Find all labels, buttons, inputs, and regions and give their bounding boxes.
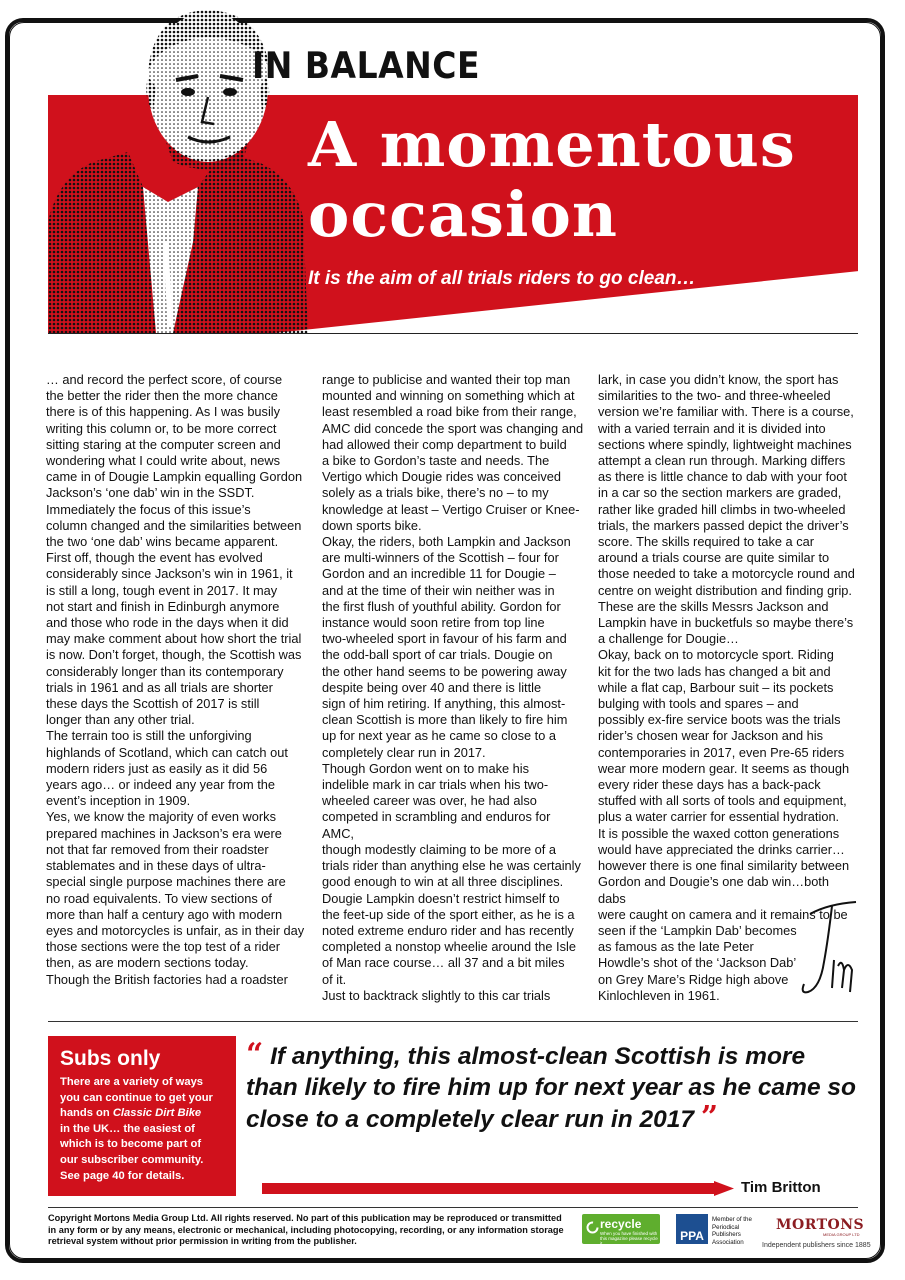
article-column-1: … and record the perfect score, of course the better the rider then the more chance there is of this happening. As I was busily writing this column or, to be more correct sitting staring at the computer screen and wondering what I could write about, news came in of Dougie Lampkin equalling Gordon Jackson’s ‘one dab’ win in the SSDT. Immediately the focus of this issue’s column changed and the similarities between the two ‘one dab’ wins became apparent. First off, though the event has evolved considerably since Jackson’s win in 1961, it is still a long, tough event in 2017. It may not start and finish in Edinburgh anymore and those who rode in the days when it did may make comment about how short the trial is now. Don’t forget, though, the Scottish was considerably longer than its contemporary trials in 1961 and as all trials are shorter these days the Scottish of 2017 is still longer than any other trial. The terrain too is still the unforgiving highlands of Scotland, which can catch out modern riders just as easily as it did 56 years ago… or indeed any year from the event’s inception in 1909. Yes, we know the majority of even works prepared machines in Jackson’s era were not that far removed from their roadster stablemates and in these days of ultra- special single purpose machines there are no road equivalents. To view sections of more than half a century ago with modern eyes and motorcycles is unfair, as in their day those sections were the top test of a rider then, as are modern sections today. Though the British factories had a roadster bbox=[46, 372, 305, 987]
recycle-label: recycle bbox=[600, 1217, 642, 1231]
signature-mark bbox=[798, 900, 860, 1000]
recycle-logo bbox=[582, 1214, 660, 1244]
subs-title: Subs only bbox=[60, 1047, 161, 1070]
headline-text: A momentous occasion bbox=[308, 108, 796, 251]
subs-body-pre: There are a variety of ways you can continue to get your hands on bbox=[60, 1076, 213, 1120]
mortons-tagline: Independent publishers since 1885 bbox=[762, 1242, 871, 1249]
ppa-logo: PPA bbox=[676, 1214, 708, 1244]
quote-open-mark: “ bbox=[246, 1037, 264, 1072]
section-divider bbox=[48, 1021, 858, 1022]
subs-magazine-title: Classic Dirt Bike bbox=[112, 1107, 202, 1120]
article-column-2: range to publicise and wanted their top man mounted and winning on something which at least resembled a road bike from their range, AMC did concede the sport was changing and had allowed their comp department to build a bike to Gordon’s taste and needs. The Vertigo which Dougie rides was conceived solely as a trials bike, there’s no – to my knowledge at least – Vertigo Cruiser or Knee- down sports bike. Okay, the riders, both Lampkin and Jackson are multi-winners of the Scottish – four for Gordon and an incredible 11 for Dougie – and at the time of their win neither was in the first flush of youthful ability. Gordon for instance would soon retire from top line two-wheeled sport in favour of his farm and the odd-ball sport of car trials. Dougie on the other hand seems to be powering away despite being over 40 and there is little sign of him retiring. If anything, this almost- clean Scottish is more than likely to fire him up for next year as he came so close to a completely clear run in 2017. Though Gordon went on to make his indelible mark in car trials when his two- wheeled career was over, he had also competed in scrambling and enduros for AMC, though modestly claiming to be more of a trials rider than anything else he was certainly good enough to win at all three disciplines. Dougie Lampkin doesn’t restrict himself to the feet-up side of the sport either, as he is a noted extreme enduro rider and has recently completed a nonstop wheelie around the Isle of Man race course… all 37 and a bit miles of it. Just to backtrack slightly to this car trials bbox=[322, 372, 584, 1003]
standfirst: It is the aim of all trials riders to go clean… bbox=[308, 268, 696, 289]
pull-quote bbox=[246, 1037, 856, 1136]
header-divider bbox=[48, 333, 858, 334]
mortons-subtitle: MEDIA GROUP LTD bbox=[823, 1232, 860, 1237]
subs-body-post: in the UK… the easiest of which is to become part of our subscriber community. See page 40 for details. bbox=[60, 1122, 204, 1182]
subscription-box[interactable] bbox=[48, 1036, 236, 1196]
headline bbox=[308, 110, 796, 250]
section-kicker: IN BALANCE bbox=[252, 44, 481, 87]
mortons-logo: MORTONS bbox=[776, 1217, 865, 1233]
ppa-member-text: Member of the Periodical Publishers Association bbox=[712, 1216, 752, 1246]
quote-close-mark: ” bbox=[700, 1100, 719, 1135]
copyright-notice: Copyright Mortons Media Group Ltd. All rights reserved. No part of this publication may be reproduced or transmitted in any form or by any means, electronic or mechanical, including photocopying, recording, or any information storage retrieval system without prior permission in writing from the publisher. bbox=[48, 1213, 564, 1247]
arrow-pointer bbox=[262, 1181, 734, 1196]
recycle-icon bbox=[586, 1221, 599, 1234]
recycle-subtext: When you have finished with this magazine please recycle it. bbox=[600, 1231, 658, 1246]
article-column-3: lark, in case you didn’t know, the sport has similarities to the two- and three-wheeled version we’re familiar with. There is a course, with a varied terrain and it is divided into sections where spindly, lightweight machines attempt a clean run through. Marking differs as there is little chance to dab with your foot in a car so the section markers are graded, rather like graded hill climbs in two-wheeled trials, the markers passed depict the driver’s score. The skills required to take a car around a trials course are quite similar to those needed to take a motorcycle round and centre on weight distribution and finding grip. These are the skills Messrs Jackson and Lampkin have in bucketfuls so maybe there’s a challenge for Dougie… Okay, back on to motorcycle sport. Riding kit for the two lads has changed a bit and while a flat cap, Barbour suit – its pockets bulging with tools and spares – and possibly ex-fire service boots was the trials rider’s chosen wear for Jackson and his contemporaries in 2017, even Pre-65 riders wear more modern gear. It seems as though every rider these days has a back-pack stuffed with all sorts of tools and equipment, plus a water carrier for essential hydration. It is possible the waxed cotton generations would have appreciated the drinks carrier… however there is one final similarity between Gordon and Dougie’s one dab win…both dabs were caught on camera and it remains to be seen if the ‘Lampkin Dab’ becomes as famous as the late Peter Howdle’s shot of the ‘Jackson Dab’ on Grey Mare’s Ridge high above Kinlochleven in 1961. bbox=[598, 372, 855, 1003]
subs-body bbox=[60, 1075, 224, 1184]
author-byline: Tim Britton bbox=[741, 1179, 821, 1196]
footer-divider bbox=[48, 1207, 858, 1208]
pull-quote-text: If anything, this almost-clean Scottish is more than likely to fire him up for next year as he came so close to a completely clear run in 2017 bbox=[246, 1043, 856, 1133]
